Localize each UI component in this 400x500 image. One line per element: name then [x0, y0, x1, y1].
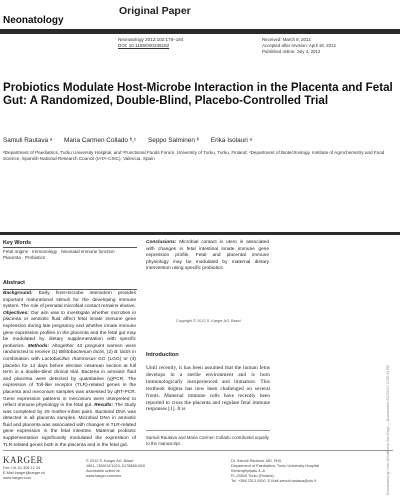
footnote: Samuli Rautava and Maria Carmen Collado contributed equally to the manuscript.	[146, 435, 269, 446]
corr-street: Kiinamyllynkatu 4–8	[231, 469, 265, 473]
copyright-line: © 2012 S. Karger AG, Basel	[86, 459, 134, 463]
journal-web-link[interactable]: www.karger.com/neo	[86, 474, 122, 478]
corr-dept: Department of Paediatrics, Turku University Hospital	[231, 464, 319, 468]
author: Erika Isolauri ᵃ	[210, 137, 252, 144]
corr-contact: Tel. +358 2313 0000, E-Mail samuli.rautava@utu.fi	[231, 479, 317, 483]
keywords-rule	[3, 247, 137, 248]
download-watermark	[386, 365, 396, 495]
received-date: Received: March 8, 2012	[262, 37, 311, 42]
abstract-label: Results:	[94, 403, 114, 409]
keywords-text: Fetal origins · Immunology · Neonatal immune function · Placenta · Probiotics	[3, 249, 118, 261]
footer-rule	[3, 450, 393, 451]
citation-block	[118, 37, 183, 49]
abstract-conclusions: Microbial contact in utero is associated with changes in fetal intestinal innate immune gene expression profile. Fetal and placental immune physiology may be modulated by maternal dietary intervention using specific probiotics.	[146, 240, 269, 272]
abstract-label: Conclusions:	[146, 240, 177, 245]
species-name: Lactobacillus rhamnosus	[42, 356, 96, 362]
author: Maria Carmen Collado ᵇ,ᶜ	[64, 137, 137, 144]
abstract-objectives: Our aim was to investigate whether microbes in placenta or amniotic fluid affect fetal innate immune gene expression during late pregnancy and whether innate immune gene expression profiles in the placenta and the fetal gut may be modulated by dietary supplementation with specific probiotics.	[3, 310, 136, 349]
affiliations: ᵃDepartment of Paediatrics, Turku University Hospital, and ᵇFunctional Foods Forum, University of Turku, Turku, Finland; ᶜDepartment of Biotechnology, Institute of Agrochemistry and Food Science, Spanish National Research Council (IATA-CSIC), Valencia, Spain	[3, 150, 385, 162]
abstract-methods: , (2)	[104, 350, 115, 356]
access-line: Accessible online at:	[86, 469, 121, 473]
publisher-email[interactable]: E-Mail karger@karger.ch	[3, 471, 46, 475]
abstract-rule	[3, 289, 137, 290]
dates-block	[262, 37, 336, 55]
abstract-label: Methods:	[27, 343, 50, 349]
correspondence	[231, 459, 319, 484]
issn-line: 1661–7800/12/1023–0178$38.00/0	[86, 464, 146, 468]
abstract-results: The study was completed by 29 mother-infant pairs. Bacterial DNA was detected in all placenta samples. Microbial DNA in amniotic fluid and placenta was associated with changes in TLR-related gene expression in the fetal intestine. Maternal probiotic supplementation significantly modulated the expression of TLR-related genes both in the placenta and in the fetal gut.	[3, 403, 136, 448]
doi-link[interactable]: DOI: 10.1159/000339182	[118, 43, 170, 48]
abstract-methods: GG (LGG) or (3) placebo for 14 days before elective cesarean section at full term in a double-blind clinical trial. Bacteria in amniotic fluid and placenta were detected by quantitative (q)PCR. The expression of Toll-like receptor (TLR)-related genes in the placenta and meconium samples was assessed by qRT-PCR. Gene expression patterns in meconium were interpreted to reflect immune physiology in the fetal gut.	[3, 356, 136, 409]
citation: Neonatology 2012;102:178–184	[118, 37, 184, 42]
publisher-contact	[3, 466, 45, 481]
species-name: Bifidobacterium lactis	[58, 350, 105, 356]
published-date: Published online: July 4, 2012	[262, 49, 321, 54]
species-name: B. lactis	[114, 350, 131, 356]
keywords-heading: Key Words	[3, 240, 32, 246]
publisher-web[interactable]: www.karger.com	[3, 476, 31, 480]
introduction-heading: Introduction	[146, 352, 179, 358]
abstract-background: Early host-microbe interaction provides important maturational stimuli for the developing immune system. The role of prenatal microbial contact remains elusive.	[3, 291, 136, 310]
introduction-text: Until recently, it has been assumed that the human fetus develops in a sterile environment and is born immunologically inexperienced and immature. This textbook dogma has now been challenged on several fronts. Maternal immune cells have recently been reported to cross the placenta and regulate fetal immune responses [1]. It is	[146, 365, 270, 413]
header-bar	[0, 29, 400, 34]
footnote-rule	[146, 430, 270, 431]
abstract-methods: Altogether 43 pregnant women were randomized to receive (1)	[3, 343, 136, 356]
accepted-date: Accepted after revision: April 19, 2012	[262, 43, 336, 48]
publisher-fax: Fax +41 61 306 12 34	[3, 466, 41, 470]
author: Samuli Rautava ᵃ	[3, 137, 53, 144]
abstract-label: Objectives:	[3, 310, 29, 316]
abstract-heading: Abstract	[3, 280, 25, 286]
article-type: Original Paper	[119, 5, 191, 17]
abstract-methods: in combination with	[3, 350, 136, 362]
author: Seppo Salminen ᵇ	[148, 137, 200, 144]
abstract-text	[3, 291, 136, 449]
abstract-label: Background:	[3, 291, 33, 296]
publisher-logo: KARGER	[3, 455, 44, 465]
journal-name: Neonatology	[3, 15, 64, 26]
abstract-copyright: Copyright © 2012 S. Karger AG, Basel	[176, 319, 241, 323]
section-divider	[0, 232, 400, 235]
corr-city: FI–20520 Turku (Finland)	[231, 474, 274, 478]
article-title: Probiotics Modulate Host-Microbe Interaction in the Placenta and Fetal Gut: A Randomized, Double-Blind, Placebo-Controlled Trial	[3, 81, 393, 108]
abstract-continued	[146, 240, 269, 273]
download-watermark-text: Downloaded by: Univ. of California San Diego — Downloaded: 6/27/2017 10:25:34 PM	[386, 365, 390, 495]
author-list	[3, 137, 262, 144]
publisher-copyright	[86, 459, 145, 479]
corr-name: Dr. Samuli Rautava, MD, PhD	[231, 459, 282, 463]
